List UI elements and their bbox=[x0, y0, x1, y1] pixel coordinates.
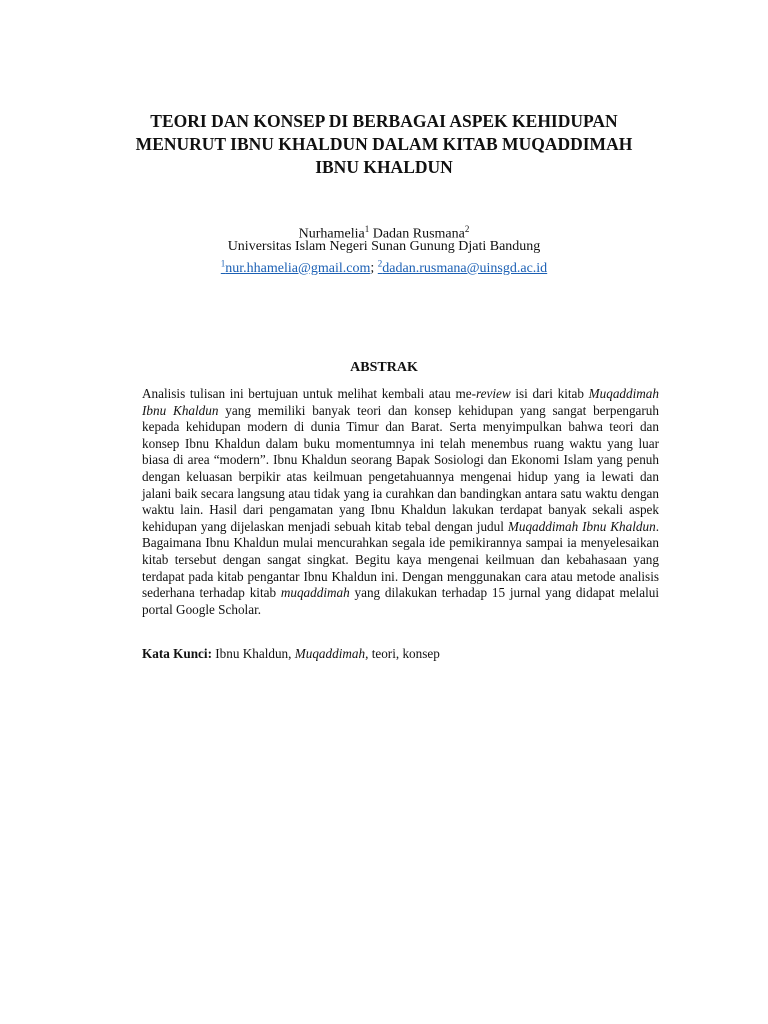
keywords-part-1: Ibnu Khaldun, bbox=[211, 646, 295, 661]
abstract-heading: ABSTRAK bbox=[350, 360, 418, 375]
keywords-label: Kata Kunci: bbox=[142, 646, 212, 661]
email-2: dadan.rusmana@uinsgd.ac.id bbox=[382, 260, 548, 276]
title-line-1: TEORI DAN KONSEP DI BERBAGAI ASPEK KEHIDUPAN bbox=[150, 111, 618, 131]
author-name-1: Nurhamelia bbox=[298, 226, 365, 242]
keywords bbox=[142, 645, 659, 662]
keywords-part-3: , teori, konsep bbox=[365, 646, 440, 661]
abstract-part-1: Analisis tulisan ini bertujuan untuk melihat kembali atau me- bbox=[142, 386, 476, 401]
email-sup-1: 1 bbox=[220, 258, 226, 268]
title-line-2: MENURUT IBNU KHALDUN DALAM KITAB MUQADDIMAH bbox=[135, 134, 633, 154]
email-link-1[interactable] bbox=[220, 258, 371, 276]
author-sup-2: 2 bbox=[464, 224, 470, 234]
author-sup-1: 1 bbox=[364, 224, 370, 234]
abstract-part-2: isi dari kitab bbox=[510, 386, 589, 401]
title-line-3: IBNU KHALDUN bbox=[315, 157, 453, 177]
abstract-part-3: yang memiliki banyak teori dan konsep kehidupan yang sangat berpengaruh kepada kehidupan modern di dunia Timur dan Barat. Serta menyimpulkan bahwa teori dan konsep Ibnu Khaldun dalam buku momentumnya ini telah menembus ruang waktu yang luar biasa di area “modern”. Ibnu Khaldun seorang Bapak Sosiologi dan Ekonomi Islam yang penuh dengan keluasan berpikir atas keilmuan pengetahuannya mengenai hidup yang ia lewati dan jalani baik secara langsung atau tidak yang ia curahkan dan bandingkan antara satu waktu dengan waktu lain. Hasil dari pengamatan yang Ibnu Khaldun lakukan terdapat banyak sekali aspek kehidupan yang dijelaskan menjadi sebuah kitab tebal dengan judul bbox=[142, 402, 659, 534]
abstract-part-5: yang dilakukan terhadap 15 jurnal yang didapat melalui portal Google Scholar. bbox=[142, 585, 659, 617]
keywords-em: Muqaddimah bbox=[294, 646, 366, 661]
abstract-em-title-2: Muqaddimah Ibnu Khaldun bbox=[507, 518, 656, 534]
abstract-em-title-1: Muqaddimah Ibnu Khaldun bbox=[142, 386, 659, 418]
abstract-part-4: . Bagaimana Ibnu Khaldun mulai mencurahkan segala ide pemikirannya sampai ia menyelesaikan kitab tersebut dengan sangat singkat. Begitu kaya mengenai keilmuan dan kebahasaan yang terdapat pada kitab pengantar Ibnu Khaldun ini. Dengan menggunakan cara atau metode analisis sederhana terhadap kitab bbox=[142, 518, 659, 601]
email-1: nur.hhamelia@gmail.com bbox=[225, 260, 371, 276]
abstract-em-review: review bbox=[475, 386, 511, 401]
affiliation: Universitas Islam Negeri Sunan Gunung Djati Bandung bbox=[227, 239, 541, 254]
author-name-2: Dadan Rusmana bbox=[372, 226, 465, 242]
email-separator: ; bbox=[370, 260, 378, 276]
paper-title bbox=[100, 110, 668, 179]
email-sup-2: 2 bbox=[377, 258, 383, 268]
abstract-text bbox=[142, 386, 659, 618]
abstract-em-muqaddimah: muqaddimah bbox=[280, 585, 350, 601]
email-link-2[interactable] bbox=[377, 258, 548, 276]
email-line bbox=[100, 254, 668, 278]
